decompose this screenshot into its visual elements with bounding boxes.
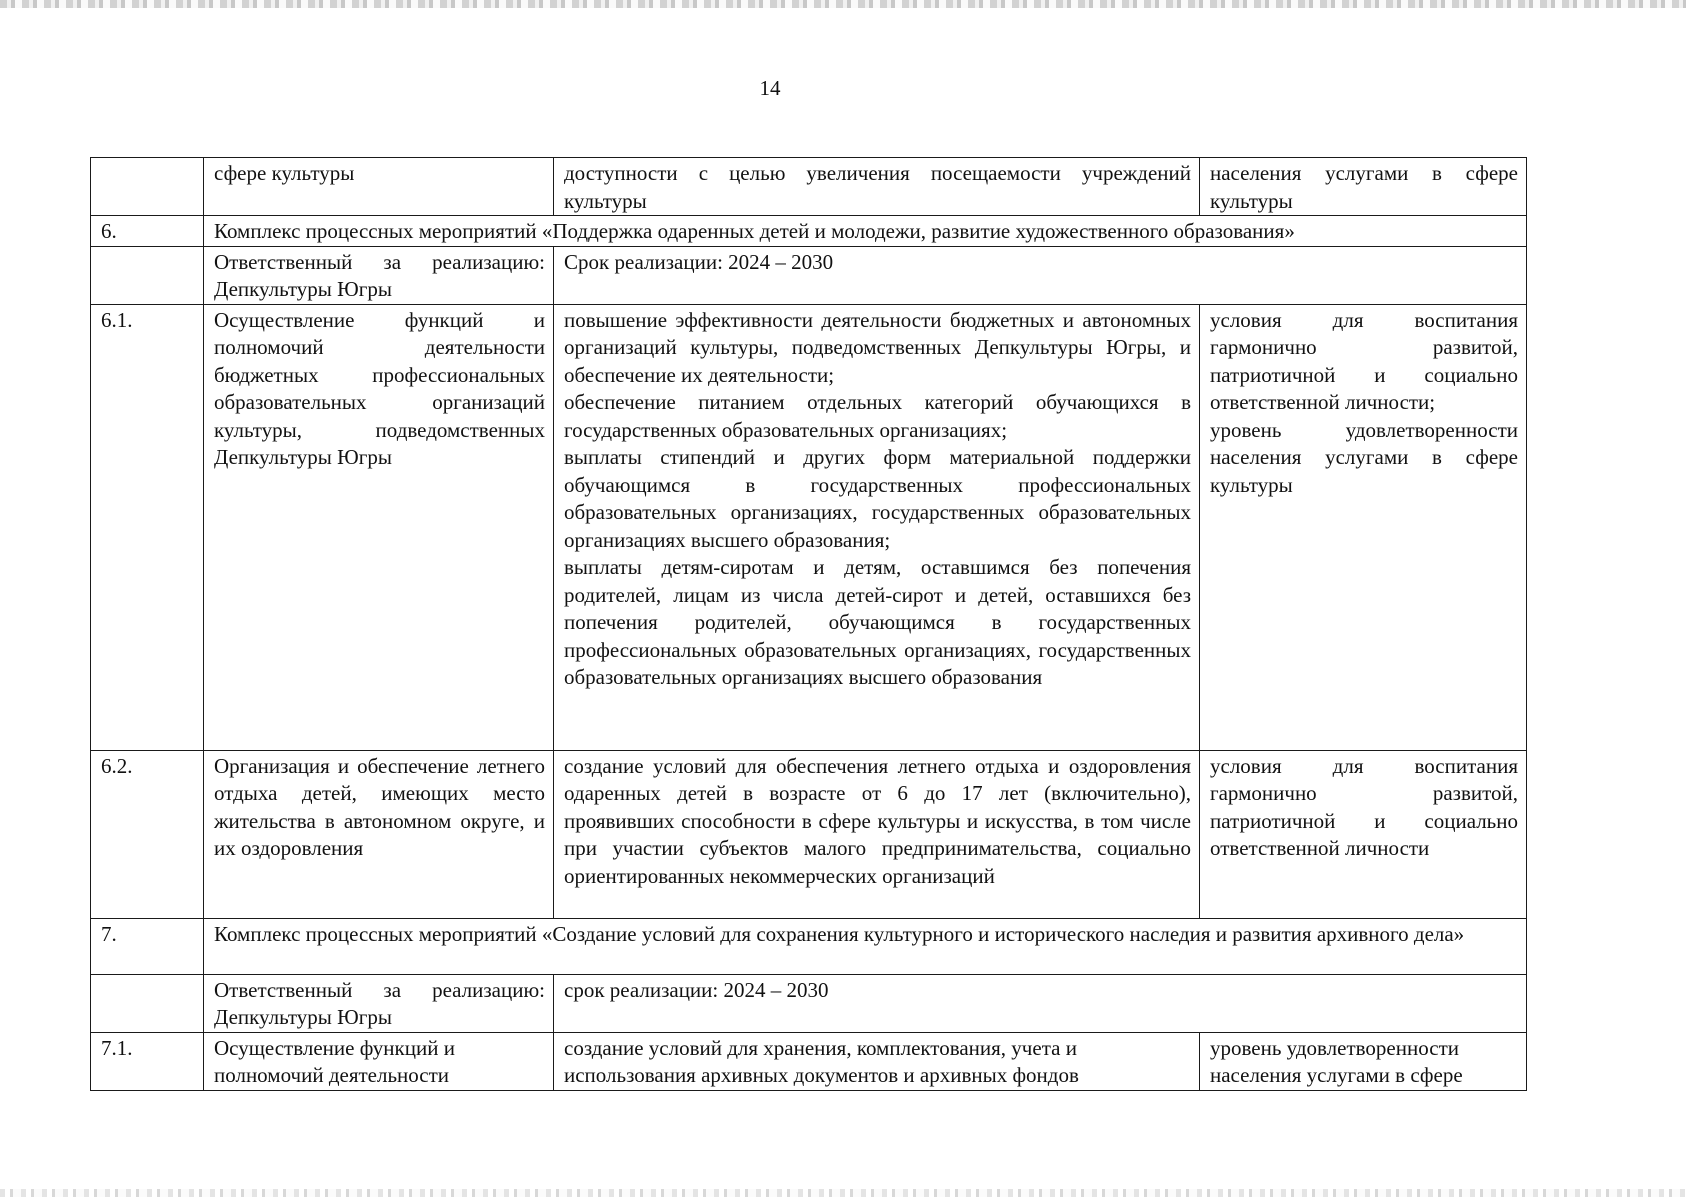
cell-results	[1200, 1032, 1527, 1090]
task-item: выплаты детям-сиротам и детям, оставшимся без попечения родителей, лицам из числа детей-сирот и детей, оставшихся без попечения родителей, обучающимся в государственных профессиональных образовательных организациях, государственных образовательных организациях высшего образования	[564, 555, 1191, 689]
cell-text: создание условий для обеспечения летнего отдыха и оздоровления одаренных детей в возрасте от 6 до 17 лет (включительно), проявивших способности в сфере культуры и искусства, в том числе при участии субъектов малого предпринимательства, социально ориентированных некоммерческих организаций	[564, 753, 1191, 888]
scan-edge-top	[0, 0, 1686, 8]
page-number: 14	[759, 76, 781, 100]
cell-text: Осуществление функций и полномочий деятельности бюджетных профессиональных образовательных организаций культуры, подведомственных Депкультуры Югры	[214, 307, 545, 469]
cell-name	[204, 1032, 554, 1090]
cell-results	[1200, 158, 1527, 216]
table-row-6-2	[91, 750, 1527, 918]
cell-num: 6.1.	[91, 304, 204, 750]
section-title	[204, 918, 1527, 974]
cell-text: Ответственный за реализацию: Депкультуры Югры	[214, 977, 545, 1029]
cell-results	[1200, 304, 1527, 750]
cell-num-empty	[91, 974, 204, 1032]
cell-text: Осуществление функций и полномочий деятельности	[214, 1035, 455, 1087]
table-row-continuation	[91, 158, 1527, 216]
cell-text: создание условий для хранения, комплектования, учета и использования архивных документов и архивных фондов	[564, 1035, 1079, 1087]
program-table	[90, 157, 1527, 1091]
cell-num: 7.1.	[91, 1032, 204, 1090]
task-item: обеспечение питанием отдельных категорий обучающихся в государственных образовательных организациях;	[564, 390, 1191, 442]
table-row-section-7	[91, 918, 1527, 974]
cell-results	[1200, 750, 1527, 918]
cell-tasks	[554, 158, 1200, 216]
cell-num: 6.	[91, 216, 204, 247]
cell-text: доступности с целью увеличения посещаемости учреждений культуры	[564, 161, 1191, 213]
table-row-responsible-7	[91, 974, 1527, 1032]
cell-responsible	[204, 974, 554, 1032]
cell-name	[204, 304, 554, 750]
cell-num-empty	[91, 246, 204, 304]
cell-tasks	[554, 750, 1200, 918]
task-item: повышение эффективности деятельности бюджетных и автономных организаций культуры, подведомственных Депкультуры Югры, и обеспечение их деятельности;	[564, 307, 1191, 387]
cell-text: сфере культуры	[214, 161, 355, 185]
task-item: выплаты стипендий и других форм материальной поддержки обучающимся в государственных профессиональных образовательных организациях, государственных образовательных организациях высшего образования;	[564, 445, 1191, 552]
cell-text: Ответственный за реализацию: Депкультуры Югры	[214, 249, 545, 301]
cell-text: уровень удовлетворенности населения услугами в сфере	[1210, 1035, 1463, 1087]
result-item: условия для воспитания гармонично развитой, патриотичной и социально ответственной личности;	[1210, 307, 1518, 414]
cell-num: 6.2.	[91, 750, 204, 918]
cell-num-empty	[91, 158, 204, 216]
table-row-6-1	[91, 304, 1527, 750]
cell-num: 7.	[91, 918, 204, 974]
cell-name	[204, 158, 554, 216]
cell-text: Комплекс процессных мероприятий «Создание условий для сохранения культурного и исторического наследия и развития архивного дела»	[214, 921, 1465, 946]
section-title: Комплекс процессных мероприятий «Поддержка одаренных детей и молодежи, развитие художественного образования»	[204, 216, 1527, 247]
table-row-responsible-6	[91, 246, 1527, 304]
cell-tasks	[554, 304, 1200, 750]
cell-text: населения услугами в сфере культуры	[1210, 161, 1518, 213]
table-row-7-1	[91, 1032, 1527, 1090]
cell-text: Организация и обеспечение летнего отдыха детей, имеющих место жительства в автономном округе, и их оздоровления	[214, 753, 545, 860]
cell-text: условия для воспитания гармонично развитой, патриотичной и социально ответственной личности	[1210, 753, 1518, 860]
scan-edge-bottom	[0, 1189, 1686, 1197]
table-row-section-6	[91, 216, 1527, 247]
cell-tasks	[554, 1032, 1200, 1090]
cell-name	[204, 750, 554, 918]
cell-responsible	[204, 246, 554, 304]
cell-term: Срок реализации: 2024 – 2030	[554, 246, 1527, 304]
cell-term: срок реализации: 2024 – 2030	[554, 974, 1527, 1032]
result-item: уровень удовлетворенности населения услугами в сфере культуры	[1210, 417, 1518, 497]
